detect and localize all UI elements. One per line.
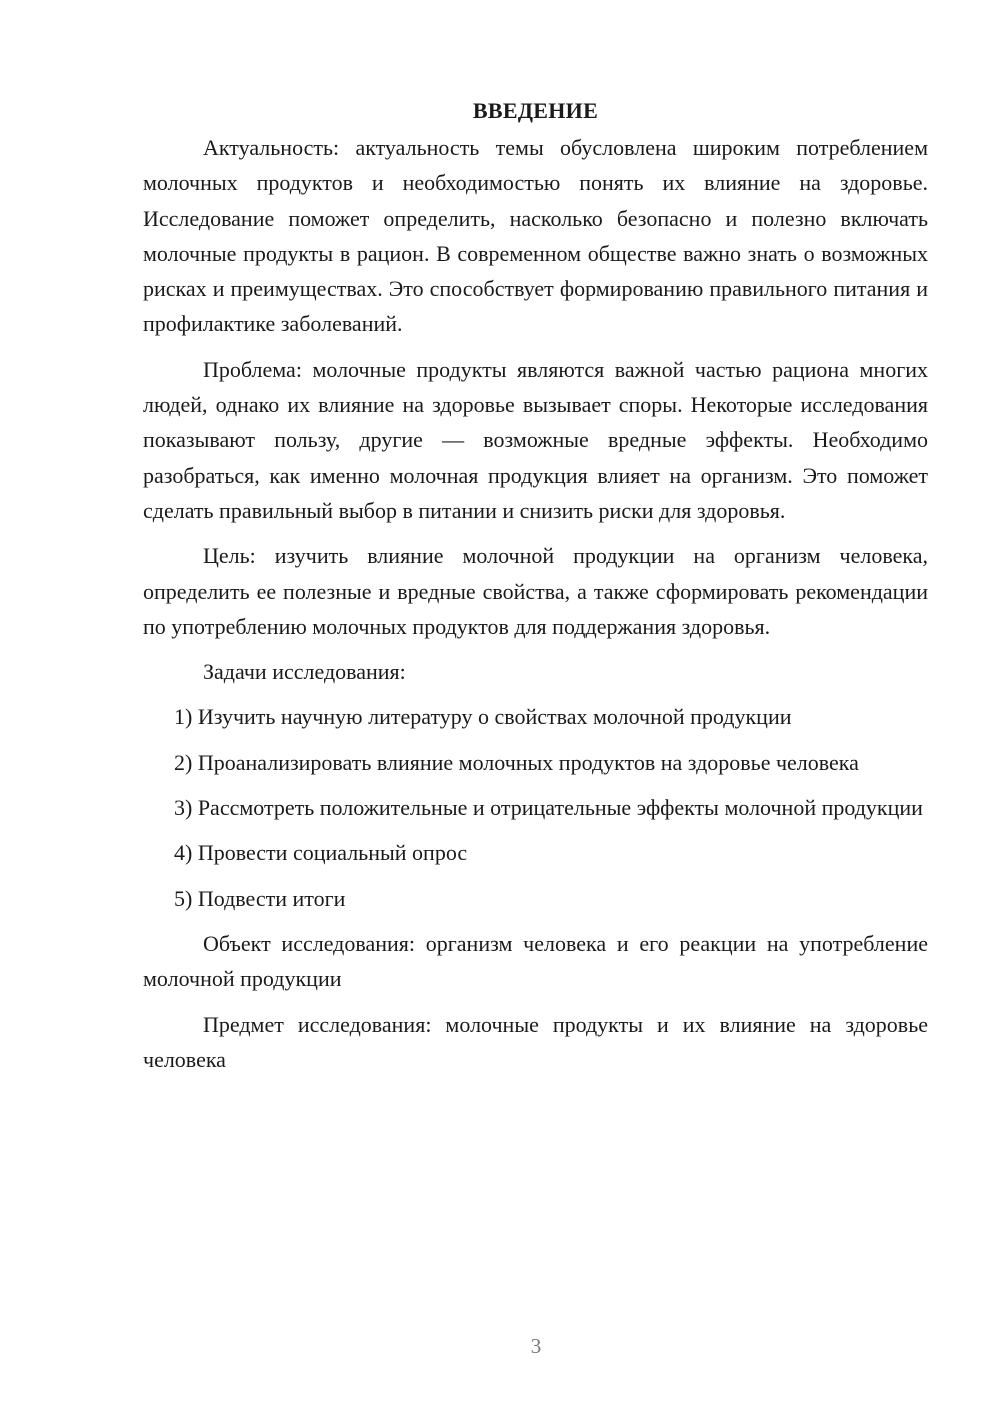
section-title: ВВЕДЕНИЕ [472, 98, 599, 123]
tasks-heading: Задачи исследования: [203, 659, 406, 685]
task-item: 5) Подвести итоги [174, 885, 346, 911]
problem-paragraph: Проблема: молочные продукты являются важной частью рациона многих людей, однако их влияние на здоровье вызывает споры. Некоторые исследования показывают пользу, другие — возможные вредные эффекты. Необходимо разобраться, как именно молочная продукция влияет на организм. Это поможет сделать правильный выбор в питании и снизить риски для здоровья. [143, 356, 928, 523]
task-item: 4) Провести социальный опрос [174, 840, 468, 866]
task-item: 3) Рассмотреть положительные и отрицательные эффекты молочной продукции [174, 795, 923, 821]
document-page [143, 96, 928, 1087]
research-object-paragraph: Объект исследования: организм человека и его реакции на употребление молочной продукции [143, 930, 928, 992]
research-subject-paragraph: Предмет исследования: молочные продукты и их влияние на здоровье человека [143, 1011, 928, 1072]
goal-paragraph: Цель: изучить влияние молочной продукции на организм человека, определить ее полезные и вредные свойства, а также сформировать рекомендации по употреблению молочных продуктов для поддержания здоровья. [143, 543, 928, 639]
page-number: 3 [530, 1334, 542, 1358]
task-item: 2) Проанализировать влияние молочных продуктов на здоровье человека [174, 749, 859, 775]
task-item: 1) Изучить научную литературу о свойствах молочной продукции [174, 704, 792, 730]
relevance-paragraph: Актуальность: актуальность темы обусловлена широким потреблением молочных продуктов и необходимостью понять их влияние на здоровье. Исследование поможет определить, насколько безопасно и полезно включать молочные продукты в рацион. В современном обществе важно знать о возможных рисках и преимуществах. Это способствует формированию правильного питания и профилактике заболеваний. [143, 135, 928, 337]
